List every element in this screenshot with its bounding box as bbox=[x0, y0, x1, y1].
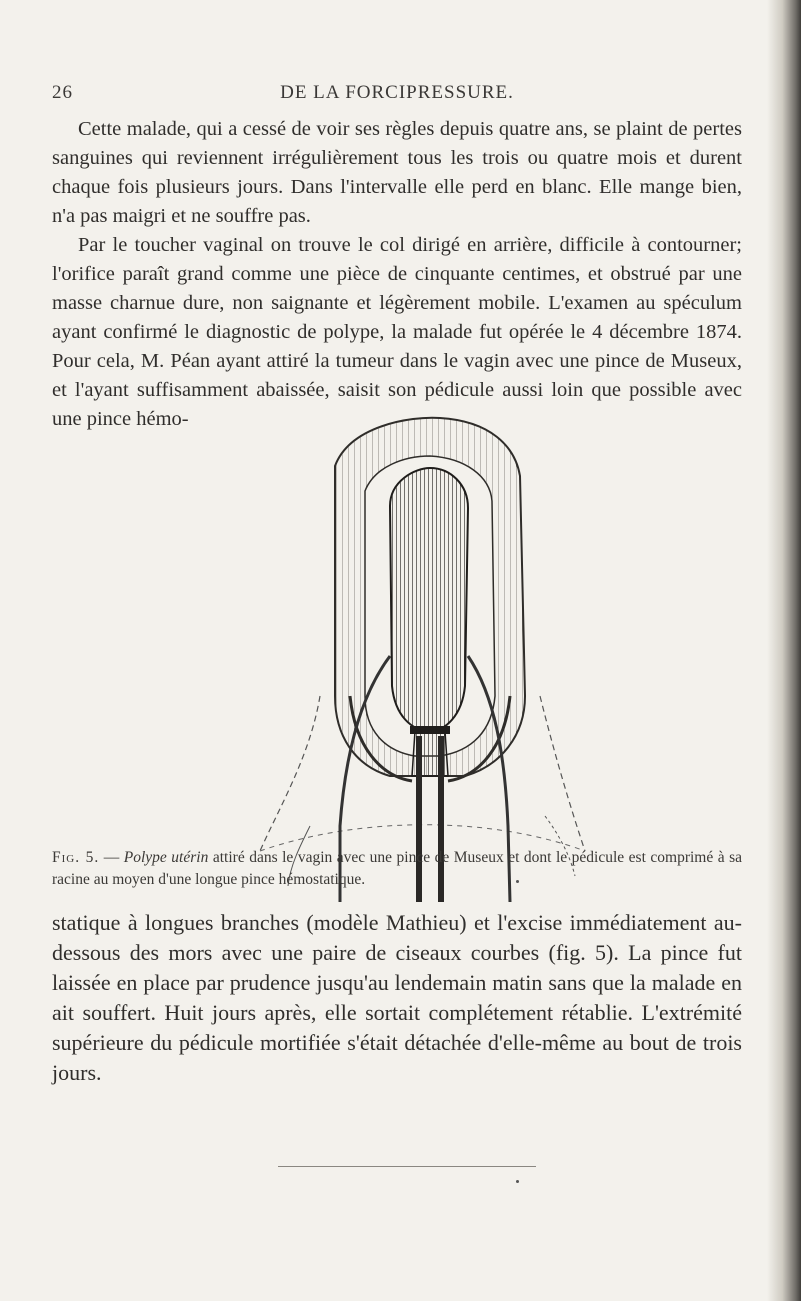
forceps-jaws bbox=[410, 726, 450, 734]
ink-speck bbox=[516, 1180, 519, 1183]
footnote-rule bbox=[278, 1166, 536, 1167]
figure-5-illustration bbox=[240, 396, 610, 902]
page-edge-shadow bbox=[767, 0, 801, 1301]
paragraph: Par le toucher vaginal on trouve le col dirigé en arrière, difficile à contourner; l'orifice paraît grand comme une pièce de cinquante centimes, et obstrué par une masse charnue dure, non saignante et légèrement mobile. L'examen au spéculum ayant confirmé le diagnostic de polype, la malade fut opérée le 4 décembre 1874. Pour cela, M. Péan ayant attiré la tumeur dans le vagin avec une pince de Museux, et l'ayant suffisamment abaissée, saisit son pédicule aussi loin que possible avec une pince hémo- bbox=[52, 234, 742, 430]
body-text-bottom bbox=[52, 908, 742, 1088]
figure-title: Polype utérin bbox=[123, 849, 209, 866]
paragraph: statique à longues branches (modèle Mathieu) et l'excise immédiatement au-dessous des mors avec une paire de ciseaux courbes (fig. 5). La pince fut laissée en place par prudence jusqu'au lendemain matin sans que la malade en ait souffert. Huit jours après, elle sortait complétement rétablie. L'extrémité supérieure du pédicule mortifiée s'était détachée d'elle-même au bout de trois jours. bbox=[52, 910, 742, 1085]
paragraph: Cette malade, qui a cessé de voir ses règles depuis quatre ans, se plaint de pertes sanguines qui reviennent irrégulièrement tous les trois ou quatre mois et durent chaque fois plusieurs jours. Dans l'intervalle elle perd en blanc. Elle mange bien, n'a pas maigri et ne souffre pas. bbox=[52, 118, 742, 227]
vaginal-wall-right bbox=[540, 696, 585, 851]
figure-caption bbox=[52, 847, 742, 891]
body-text-top bbox=[52, 115, 742, 434]
vaginal-wall-left bbox=[260, 696, 320, 851]
ink-speck bbox=[516, 880, 519, 883]
page-number: 26 bbox=[52, 82, 73, 103]
polyp bbox=[390, 468, 468, 731]
caption-dash: — bbox=[103, 849, 120, 866]
running-header bbox=[52, 82, 742, 112]
figure-label: Fig. 5. bbox=[52, 849, 100, 866]
running-title: DE LA FORCIPRESSURE. bbox=[280, 82, 514, 103]
caption-text: attiré dans le vagin avec une pince de Museux et dont le pédicule est comprimé à sa racine au moyen d'une longue pince hémostatique. bbox=[52, 849, 743, 888]
polyp-illustration-icon bbox=[240, 396, 610, 902]
